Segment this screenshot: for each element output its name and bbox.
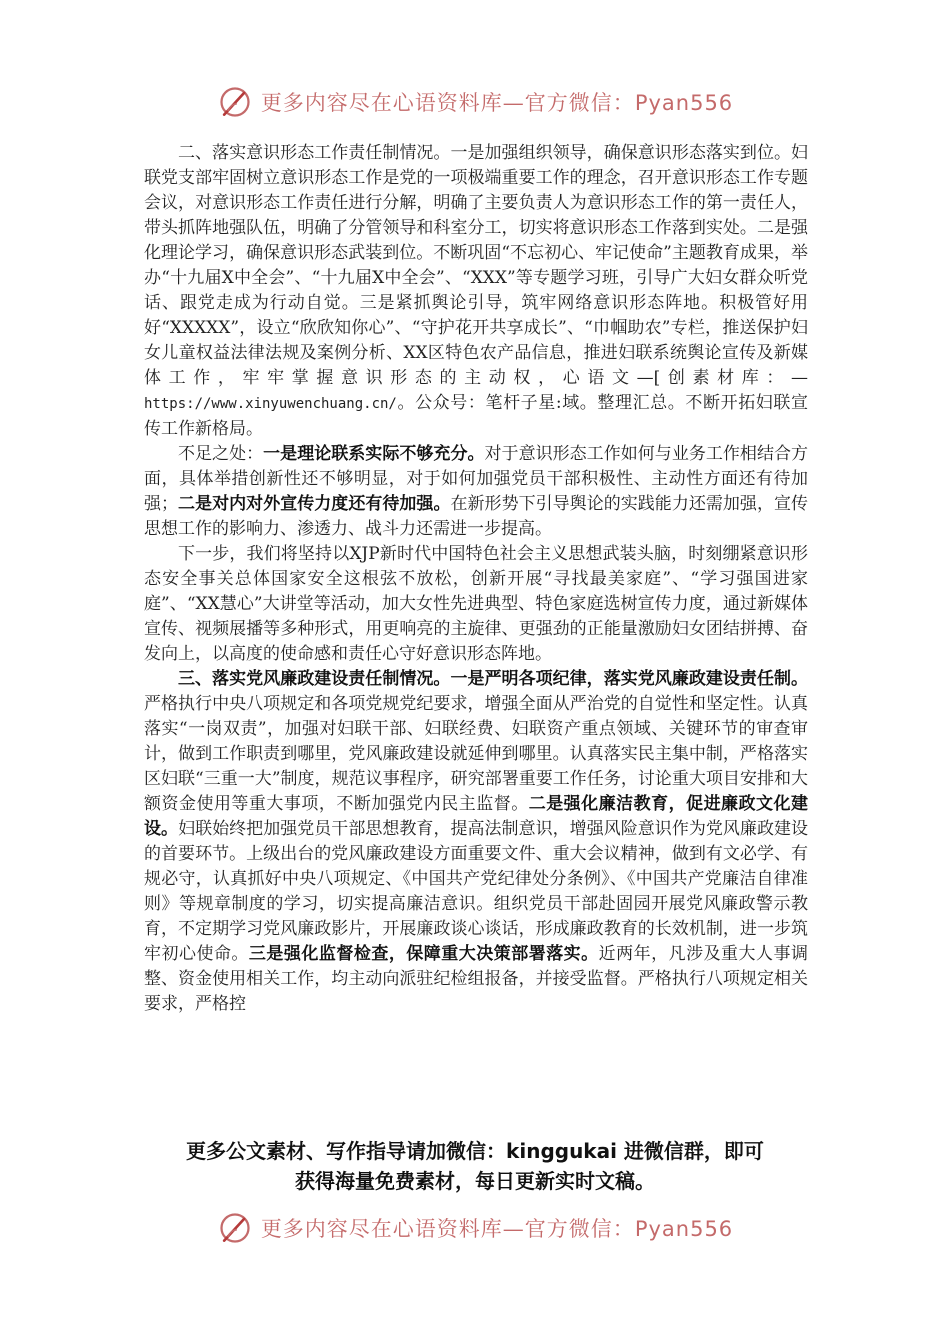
section-2-paragraph: 二、落实意识形态工作责任制情况。一是加强组织领导，确保意识形态落实到位。妇联党支部牢固树立意识形态工作是党的一项极端重要工作的理念，召开意识形态工作专题会议，对意识形态工作责任进行分解，明确了主要负责人为意识形态工作的第一责任人，带头抓阵地强队伍，明确了分管领导和科室分工，切实将意识形态工作落到实处。二是强化理论学习，确保意识形态武装到位。不断巩固“不忘初心、牢记使命”主题教育成果，举办“十九届X中全会”、“十九届X中全会”、“XXX”等专题学习班，引导广大妇女群众听党话、跟党走成为行动自觉。三是紧抓舆论引导，筑牢网络意识形态阵地。积极管好用好“XXXXX”，设立“欣欣知你心”、“守护花开共享成长”、“巾帼助农”专栏，推送保护妇女儿童权益法律法规及案例分析、XX区特色农产品信息，推进妇联系统舆论宣传及新媒体工作，牢牢掌握意识形态的主动权，心语文—[创素材库：—https://www.xinyuwenchuang.cn/。公众号：笔杆子星:域。整理汇总。不断开拓妇联宣传工作新格局。 (144, 143, 809, 439)
watermark-footer (0, 1206, 950, 1250)
section-3-paragraph: 三、落实党风廉政建设责任制情况。一是严明各项纪律，落实党风廉政建设责任制。严格执行中央八项规定和各项党规党纪要求，增强全面从严治党的自觉性和坚定性。认真落实“一岗双责”，加强对妇联干部、妇联经费、妇联资产重点领域、关键环节的审查审计，做到工作职责到哪里，党风廉政建设就延伸到哪里。认真落实民主集中制，严格落实区妇联“三重一大”制度，规范议事程序，研究部署重要工作任务，讨论重大项目安排和大额资金使用等重大事项，不断加强党内民主监督。二是强化廉洁教育，促进廉政文化建设。妇联始终把加强党员干部思想教育，提高法制意识，增强风险意识作为党风廉政建设的首要环节。上级出台的党风廉政建设方面重要文件、重大会议精神，做到有文必学、有规必守，认真抓好中央八项规定、《中国共产党纪律处分条例》、《中国共产党廉洁自律准则》等规章制度的学习，切实提高廉洁意识。组织党员干部赴固园开展党风廉政警示教育，不定期学习党风廉政影片，开展廉政谈心谈话，形成廉政教育的长效机制，进一步筑牢初心使命。三是强化监督检查，保障重大决策部署落实。近两年，凡涉及重大人事调整、资金使用相关工作，均主动向派驻纪检组报备，并接受监督。严格执行八项规定相关要求，严格控 (144, 669, 808, 1014)
document-body (144, 141, 808, 1042)
promo-line-2: 获得海量免费素材，每日更新实时文稿。 (295, 1169, 655, 1193)
watermark-text: 更多内容尽在心语资料库—官方微信：Pyan556 (260, 1217, 734, 1241)
pen-logo-icon (217, 1210, 253, 1246)
watermark-header (0, 80, 950, 124)
pen-logo-icon (217, 84, 253, 120)
source-url: https://www.xinyuwenchuang.cn/ (144, 396, 397, 412)
shortcomings-paragraph: 不足之处：一是理论联系实际不够充分。对于意识形态工作如何与业务工作相结合方面，具体举措创新性还不够明显，对于如何加强党员干部积极性、主动性方面还有待加强；二是对内对外宣传力度还有待加强。在新形势下引导舆论的实践能力还需加强，宣传思想工作的影响力、渗透力、战斗力还需进一步提高。 (144, 444, 809, 539)
watermark-text: 更多内容尽在心语资料库—官方微信：Pyan556 (260, 91, 734, 115)
section-3-clip (144, 667, 808, 1042)
promo-line-1: 更多公文素材、写作指导请加微信：kinggukai 进微信群，即可 (186, 1139, 764, 1163)
next-step-paragraph: 下一步，我们将坚持以XJP新时代中国特色社会主义思想武装头脑，时刻绷紧意识形态安全事关总体国家安全这根弦不放松，创新开展“寻找最美家庭”、“学习强国进家庭”、“XX慧心”大讲堂等活动，加大女性先进典型、特色家庭选树宣传力度，通过新媒体宣传、视频展播等多种形式，用更响亮的主旋律、更强劲的正能量激励妇女团结拼搏、奋发向上，以高度的使命感和责任心守好意识形态阵地。 (144, 544, 808, 664)
promo-banner (120, 1136, 830, 1196)
